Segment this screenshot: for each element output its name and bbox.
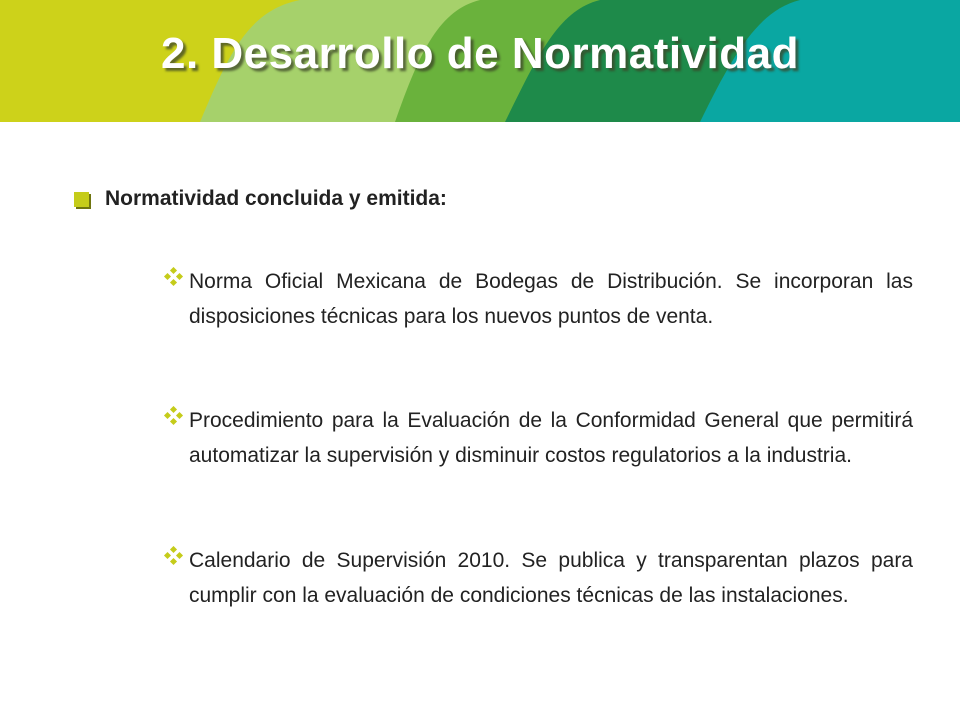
diamond-bullet-icon: [163, 267, 185, 287]
title-banner: [0, 0, 960, 122]
list-item: [163, 264, 913, 334]
list-item: [163, 403, 913, 473]
list-item-text: Calendario de Supervisión 2010. Se publica y transparentan plazos para cumplir con la evaluación de condiciones técnicas de las instalaciones.: [189, 549, 913, 607]
slide-title: 2. Desarrollo de Normatividad: [160, 29, 800, 78]
list-item-text: Norma Oficial Mexicana de Bodegas de Distribución. Se incorporan las disposiciones técnicas para los nuevos puntos de venta.: [189, 270, 913, 328]
diamond-bullet-icon: [163, 406, 185, 426]
square-bullet-icon: [74, 192, 89, 207]
list-item: [163, 543, 913, 613]
section-heading-text: Normatividad concluida y emitida:: [105, 187, 447, 210]
diamond-bullet-icon: [163, 546, 185, 566]
list-item-text: Procedimiento para la Evaluación de la Conformidad General que permitirá automatizar la supervisión y disminuir costos regulatorios a la industria.: [189, 409, 913, 467]
section-heading: [74, 187, 447, 211]
